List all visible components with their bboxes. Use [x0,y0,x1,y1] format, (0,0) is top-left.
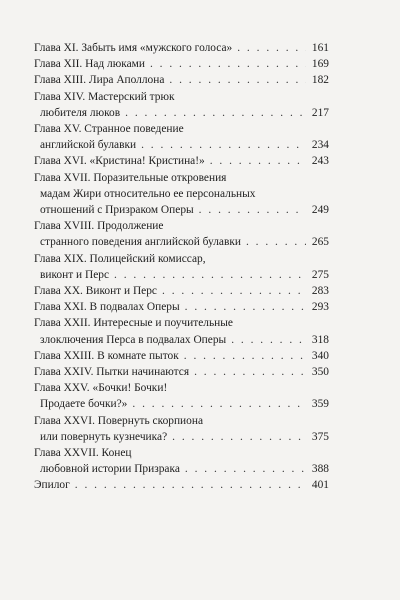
dot-leader [125,105,306,121]
dot-leader [184,348,306,364]
toc-entry-line [34,218,329,234]
dot-leader [185,461,306,477]
toc-entry [34,40,329,56]
toc-entry-title: злоключения Перса в подвалах Оперы [40,333,227,346]
toc-page-number: 275 [311,268,329,281]
toc-entry-title: Глава XXV. «Бочки! Бочки! [34,382,168,395]
toc-entry [34,153,329,169]
dot-leader [150,56,306,72]
toc-entry-line [34,283,329,299]
toc-entry [34,251,329,283]
toc-entry-title: Глава XXVII. Конец [34,447,132,460]
toc-entry-line [34,396,329,412]
toc-entry-title: любовной истории Призрака [40,463,180,476]
toc-page-number: 217 [311,106,329,119]
toc-entry-title: Глава XI. Забыть имя «мужского голоса» [34,42,233,54]
toc-entry-line [34,186,329,202]
dot-leader [237,40,306,56]
dot-leader [75,477,306,493]
toc-page-number: 375 [311,430,329,443]
toc-entry-title: Глава XVI. «Кристина! Кристина!» [34,155,205,168]
toc-entry-line [34,315,329,331]
toc-entry [34,299,329,315]
toc-entry-title: странного поведения английской булавки [40,236,241,249]
toc-entry-line [34,267,329,283]
toc-entry-title: Глава XXIII. В комнате пыток [34,349,179,362]
toc-entry-line [34,72,329,88]
dot-leader [185,299,306,315]
dot-leader [169,72,306,88]
toc-entry [34,380,329,412]
toc-entry [34,445,329,477]
toc-entry-line [34,56,329,72]
toc-entry-title: Глава XXIV. Пытки начинаются [34,366,190,379]
toc-entry [34,477,329,493]
toc-entry [34,121,329,153]
toc-entry-line [34,461,329,477]
dot-leader [114,267,306,283]
toc-entry-title: Глава XVII. Поразительные откровения [34,171,227,184]
dot-leader [194,364,306,380]
toc-entry [34,364,329,380]
toc-entry [34,89,329,121]
toc-entry-line [34,121,329,137]
dot-leader [231,332,306,348]
toc-page-number: 340 [311,349,329,362]
toc-entry [34,315,329,347]
toc-entry-line [34,89,329,105]
dot-leader [172,429,306,445]
toc-entry-line [34,429,329,445]
toc-entry-title: любителя люков [40,106,121,119]
toc-entry-title: мадам Жири относительно ее персональных [40,187,256,200]
toc-entry-line [34,234,329,250]
toc-page-number: 359 [311,398,329,411]
toc-entry [34,72,329,88]
toc-entry-title: Глава XXVI. Повернуть скорпиона [34,414,204,427]
toc-page-number: 265 [311,236,329,249]
toc-entry-line [34,348,329,364]
toc-page-number: 249 [311,204,329,217]
toc-entry [34,218,329,250]
toc-entry-title: отношений с Призраком Оперы [40,204,194,217]
dot-leader [199,202,306,218]
toc-entry-line [34,40,329,56]
toc-page-number: 234 [311,139,329,152]
toc-entry-line [34,364,329,380]
toc-page-number: 243 [311,155,329,168]
toc-entry-title: Глава XV. Странное поведение [34,123,184,136]
toc-entry-line [34,202,329,218]
toc-entry-line [34,251,329,267]
toc-entry [34,348,329,364]
toc-entry-line [34,445,329,461]
toc-page-number: 283 [311,285,329,298]
toc-entry-line [34,153,329,169]
toc-entry-title: Глава XIII. Лира Аполлона [34,74,165,87]
toc-entry-title: Эпилог [34,479,70,492]
toc-page-number: 350 [311,366,329,379]
dot-leader [246,234,306,250]
toc-page-number: 293 [311,301,329,314]
toc-entry-title: Глава XXI. В подвалах Оперы [34,301,180,314]
toc-entry-title: Глава XVIII. Продолжение [34,220,164,233]
toc-entry [34,283,329,299]
toc-entry-title: виконт и Перс [40,268,110,281]
toc-page-number: 388 [311,463,329,476]
toc-entry [34,170,329,219]
toc-entry-title: или повернуть кузнечика? [40,430,168,443]
toc-entry-title: Глава XXII. Интересные и поучительные [34,317,233,330]
toc-entry-title: английской булавки [40,139,137,152]
dot-leader [141,137,306,153]
toc-entry-title: Глава XX. Виконт и Перс [34,285,157,298]
toc-entry-line [34,170,329,186]
dot-leader [132,396,306,412]
toc-entry-line [34,380,329,396]
toc-entry [34,413,329,445]
toc-entry-line [34,137,329,153]
toc-entry [34,56,329,72]
toc-entry-title: Продаете бочки?» [40,398,128,411]
toc-page-number: 401 [311,479,329,492]
toc-entry-title: Глава XII. Над люками [34,58,145,71]
toc-page-number: 169 [311,58,329,71]
toc-page-number: 161 [311,42,329,54]
toc-page-number: 182 [311,74,329,87]
toc-entry-line [34,299,329,315]
dot-leader [210,153,306,169]
toc-page-number: 318 [311,333,329,346]
toc-entry-line [34,477,329,493]
toc-entry-line [34,413,329,429]
toc-entry-title: Глава XIX. Полицейский комиссар, [34,252,206,265]
dot-leader [162,283,306,299]
toc-entry-title: Глава XIV. Мастерский трюк [34,90,175,103]
table-of-contents [34,40,329,494]
toc-entry-line [34,105,329,121]
toc-entry-line [34,332,329,348]
